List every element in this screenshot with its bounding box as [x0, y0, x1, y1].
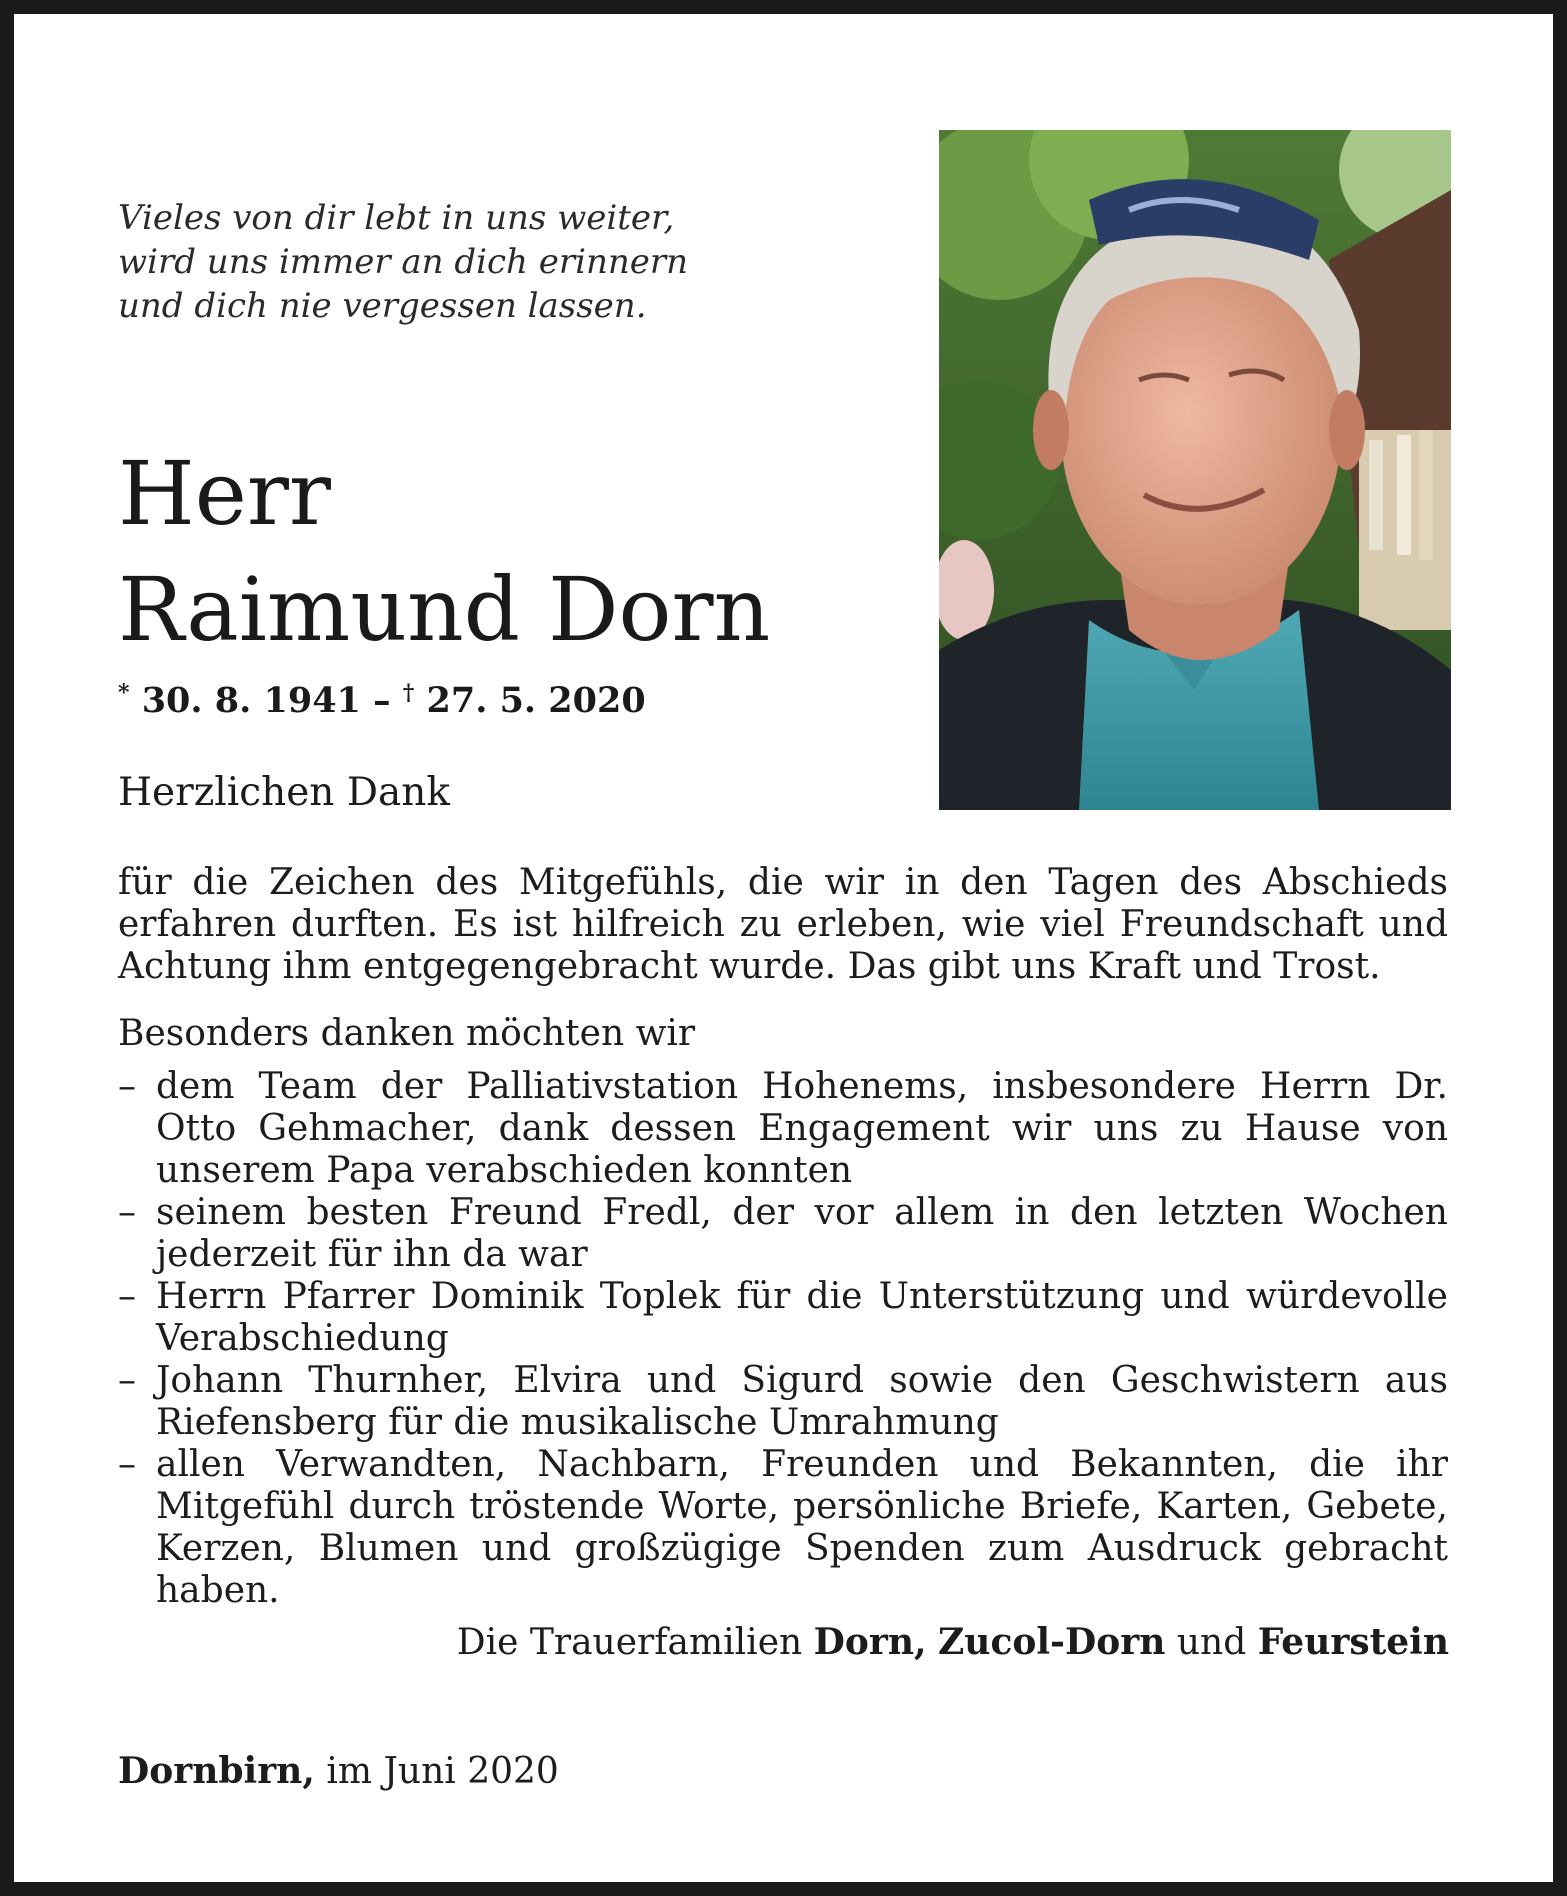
list-item: [118, 1360, 1448, 1444]
list-item: [118, 1276, 1448, 1360]
birth-date: 30. 8. 1941: [141, 680, 361, 721]
thanks-list: [118, 1066, 1448, 1612]
deceased-title: Herr: [118, 442, 331, 545]
signature-prefix: Die Trauerfamilien: [456, 1622, 803, 1663]
thanks-heading: Herzlichen Dank: [118, 770, 451, 815]
life-dates: [118, 680, 646, 721]
deceased-name-block: [118, 436, 938, 668]
thanks-paragraph: für die Zeichen des Mitgefühls, die wir in den Tagen des Abschieds erfahren durften. Es ist hilfreich zu erleben, wie viel Freundschaft und Achtung ihm entgegengebracht wurde. Das gibt uns Kraft und Trost.: [118, 862, 1448, 987]
quote-line: wird uns immer an dich erinnern: [118, 242, 689, 282]
death-date: 27. 5. 2020: [426, 680, 646, 721]
list-item: [118, 1066, 1448, 1192]
place-name: Dornbirn,: [118, 1750, 315, 1792]
list-item: [118, 1444, 1448, 1612]
list-dash: –: [118, 1276, 136, 1317]
family-signature: [457, 1621, 1449, 1663]
birth-symbol: *: [118, 680, 130, 706]
list-item-text: seinem besten Freund Fredl, der vor allem in den letzten Wochen jederzeit für ihn da war: [156, 1192, 1448, 1275]
signature-conjunction: und: [1176, 1622, 1247, 1663]
date-text: im Juni 2020: [326, 1751, 559, 1792]
family-name: Feurstein: [1257, 1621, 1449, 1663]
list-dash: –: [118, 1360, 136, 1401]
list-dash: –: [118, 1444, 136, 1485]
list-dash: –: [118, 1066, 136, 1107]
list-item: [118, 1192, 1448, 1276]
death-symbol: †: [402, 680, 415, 706]
quote-line: Vieles von dir lebt in uns weiter,: [118, 198, 675, 238]
quote-line: und dich nie vergessen lassen.: [118, 286, 647, 326]
family-name: Zucol-Dorn: [938, 1621, 1166, 1663]
family-name: Dorn,: [813, 1621, 927, 1663]
list-item-text: allen Verwandten, Nachbarn, Freunden und Bekannten, die ihr Mitgefühl durch tröstende Worte, persönliche Briefe, Karten, Gebete, Kerzen, Blumen und großzügige Spenden zum Ausdruck gebracht haben.: [156, 1444, 1448, 1611]
date-separator: –: [373, 680, 391, 721]
list-item-text: Johann Thurnher, Elvira und Sigurd sowie den Geschwistern aus Riefensberg für die musikalische Umrahmung: [156, 1360, 1448, 1443]
list-item-text: Herrn Pfarrer Dominik Toplek für die Unterstützung und würdevolle Verabschiedung: [156, 1276, 1448, 1359]
list-item-text: dem Team der Palliativstation Hohenems, insbesondere Herrn Dr. Otto Gehmacher, dank dessen Engagement wir uns zu Hause von unserem Papa verabschieden konnten: [156, 1066, 1448, 1191]
memorial-quote: [118, 196, 798, 328]
portrait-photo: [939, 130, 1451, 810]
place-and-date: [118, 1750, 559, 1792]
special-thanks-intro: Besonders danken möchten wir: [118, 1013, 696, 1054]
deceased-name: Raimund Dorn: [118, 558, 771, 661]
list-dash: –: [118, 1192, 136, 1233]
